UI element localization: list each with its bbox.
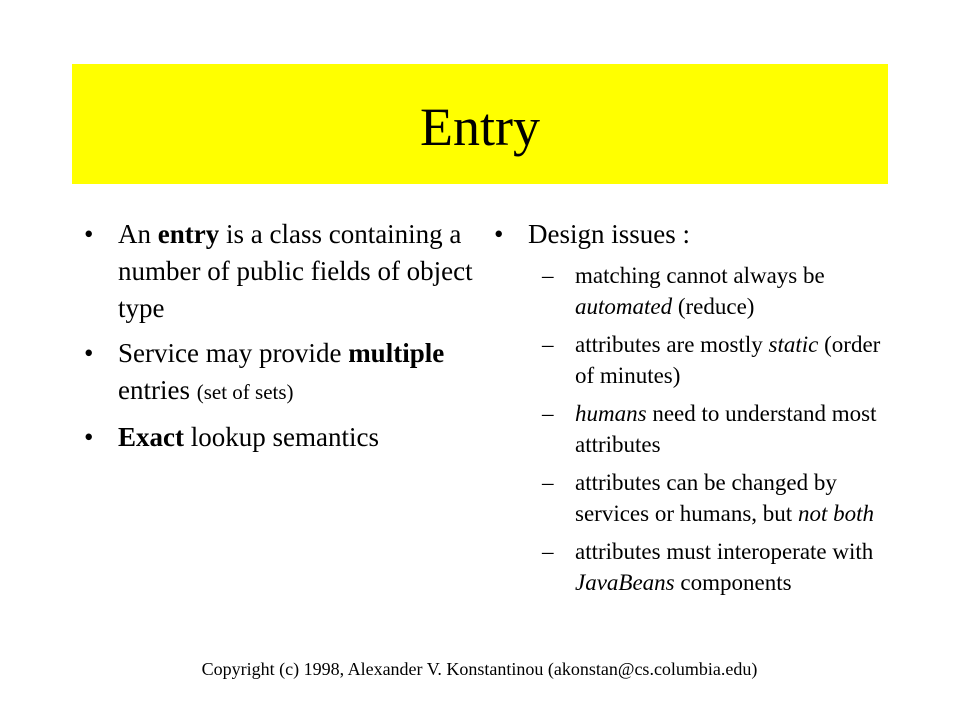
subbullet-humans: – humans need to understand most attributes: [542, 401, 877, 457]
subbullet-changed: – attributes can be changed by services or humans, but not both: [542, 470, 874, 526]
subbullet-matching: – matching cannot always be automated (reduce): [542, 263, 825, 319]
dash-marker: –: [542, 263, 554, 288]
left-column: [84, 216, 484, 464]
bullet-dot: •: [494, 219, 504, 249]
dash-marker: –: [542, 332, 554, 357]
bullet-design-issues: [494, 216, 894, 253]
bullet-dot: •: [84, 219, 94, 249]
bullet-dot: •: [84, 422, 94, 452]
right-column: [494, 216, 894, 606]
copyright-footer: Copyright (c) 1998, Alexander V. Konstantinou (akonstan@cs.columbia.edu): [201, 659, 758, 679]
dash-marker: –: [542, 401, 554, 426]
bullet-exact-lookup: • Exact lookup semantics: [84, 419, 484, 456]
dash-marker: –: [542, 470, 554, 495]
title-banner: [72, 64, 888, 184]
bullet-entry-definition: • An entry is a class containing a number of public fields of object type: [84, 216, 484, 327]
design-issues-heading: Design issues :: [528, 219, 690, 249]
subbullet-interoperate: – attributes must interoperate with JavaBeans components: [542, 539, 874, 595]
bullet-dot: •: [84, 338, 94, 368]
slide-title: Entry: [420, 97, 540, 157]
dash-marker: –: [542, 539, 554, 564]
bullet-multiple-entries: • Service may provide multiple entries (set of sets): [84, 335, 484, 411]
design-issues-list: [542, 261, 894, 598]
subbullet-static: – attributes are mostly static (order of minutes): [542, 332, 881, 388]
